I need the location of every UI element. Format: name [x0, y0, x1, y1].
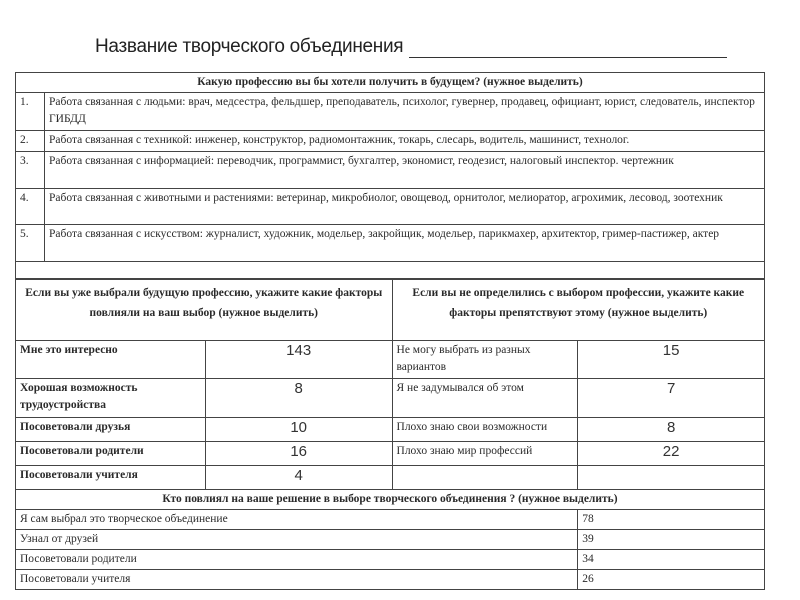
profession-row[interactable]: [16, 131, 765, 152]
profession-row[interactable]: [16, 93, 765, 131]
chosen-factor-count: 4: [205, 466, 392, 490]
factors-table: [15, 278, 765, 590]
profession-text[interactable]: Работа связанная с искусством: журналист, художник, модельер, закройщик, модельер, парикмахер, архитектор, гример-пастижер, актер: [45, 225, 765, 262]
influence-label[interactable]: Узнал от друзей: [16, 530, 578, 550]
professions-heading: Какую профессию вы бы хотели получить в будущем? (нужное выделить): [16, 73, 765, 93]
undecided-factor-count: [578, 466, 765, 490]
influence-row: [16, 570, 765, 590]
factor-row: [16, 442, 765, 466]
title-text: Название творческого объединения: [95, 36, 404, 57]
undecided-factor-label[interactable]: Плохо знаю мир профессий: [392, 442, 578, 466]
factor-row: [16, 379, 765, 418]
profession-row[interactable]: [16, 225, 765, 262]
influence-count: 39: [578, 530, 765, 550]
chosen-factor-label[interactable]: Посоветовали друзья: [16, 418, 206, 442]
influence-count: 26: [578, 570, 765, 590]
chosen-factor-label[interactable]: Мне это интересно: [16, 341, 206, 379]
undecided-factor-count: 7: [578, 379, 765, 418]
influence-row: [16, 510, 765, 530]
profession-index: 5.: [16, 225, 45, 262]
influence-row: [16, 550, 765, 570]
profession-text[interactable]: Работа связанная с техникой: инженер, конструктор, радиомонтажник, токарь, слесарь, водитель, машинист, технолог.: [45, 131, 765, 152]
undecided-factor-count: 22: [578, 442, 765, 466]
page-title: [95, 36, 727, 58]
undecided-factors-heading: Если вы не определились с выбором профессии, укажите какие факторы препятствуют этому (нужное выделить): [392, 279, 764, 341]
chosen-factor-count: 16: [205, 442, 392, 466]
influence-heading: Кто повлиял на ваше решение в выборе творческого объединения ? (нужное выделить): [16, 490, 765, 510]
influence-count: 34: [578, 550, 765, 570]
chosen-factor-count: 143: [205, 341, 392, 379]
influence-row: [16, 530, 765, 550]
influence-label[interactable]: Я сам выбрал это творческое объединение: [16, 510, 578, 530]
undecided-factor-label[interactable]: [392, 466, 578, 490]
profession-text[interactable]: Работа связанная с информацией: переводчик, программист, бухгалтер, экономист, геодезист, налоговый инспектор. чертежник: [45, 152, 765, 189]
spacer-row: [16, 262, 765, 280]
factor-row: [16, 418, 765, 442]
factor-row: [16, 341, 765, 379]
undecided-factor-label[interactable]: Плохо знаю свои возможности: [392, 418, 578, 442]
profession-index: 2.: [16, 131, 45, 152]
professions-table: [15, 72, 765, 280]
chosen-factor-count: 8: [205, 379, 392, 418]
undecided-factor-label[interactable]: Я не задумывался об этом: [392, 379, 578, 418]
influence-label[interactable]: Посоветовали учителя: [16, 570, 578, 590]
chosen-factors-heading: Если вы уже выбрали будущую профессию, укажите какие факторы повлияли на ваш выбор (нужное выделить): [16, 279, 393, 341]
profession-text[interactable]: Работа связанная с людьми: врач, медсестра, фельдшер, преподаватель, психолог, гувернер, продавец, официант, юрист, следователь, инспектор ГИБДД: [45, 93, 765, 131]
chosen-factor-label[interactable]: Хорошая возможность трудоустройства: [16, 379, 206, 418]
title-blank-line[interactable]: [409, 39, 727, 58]
profession-index: 3.: [16, 152, 45, 189]
profession-text[interactable]: Работа связанная с животными и растениями: ветеринар, микробиолог, овощевод, орнитолог, мелиоратор, агрохимик, лесовод, зоотехник: [45, 189, 765, 225]
undecided-factor-label[interactable]: Не могу выбрать из разных вариантов: [392, 341, 578, 379]
undecided-factor-count: 8: [578, 418, 765, 442]
factor-row: [16, 466, 765, 490]
undecided-factor-count: 15: [578, 341, 765, 379]
profession-index: 4.: [16, 189, 45, 225]
influence-label[interactable]: Посоветовали родители: [16, 550, 578, 570]
profession-row[interactable]: [16, 152, 765, 189]
chosen-factor-label[interactable]: Посоветовали учителя: [16, 466, 206, 490]
profession-row[interactable]: [16, 189, 765, 225]
chosen-factor-label[interactable]: Посоветовали родители: [16, 442, 206, 466]
chosen-factor-count: 10: [205, 418, 392, 442]
influence-count: 78: [578, 510, 765, 530]
profession-index: 1.: [16, 93, 45, 131]
